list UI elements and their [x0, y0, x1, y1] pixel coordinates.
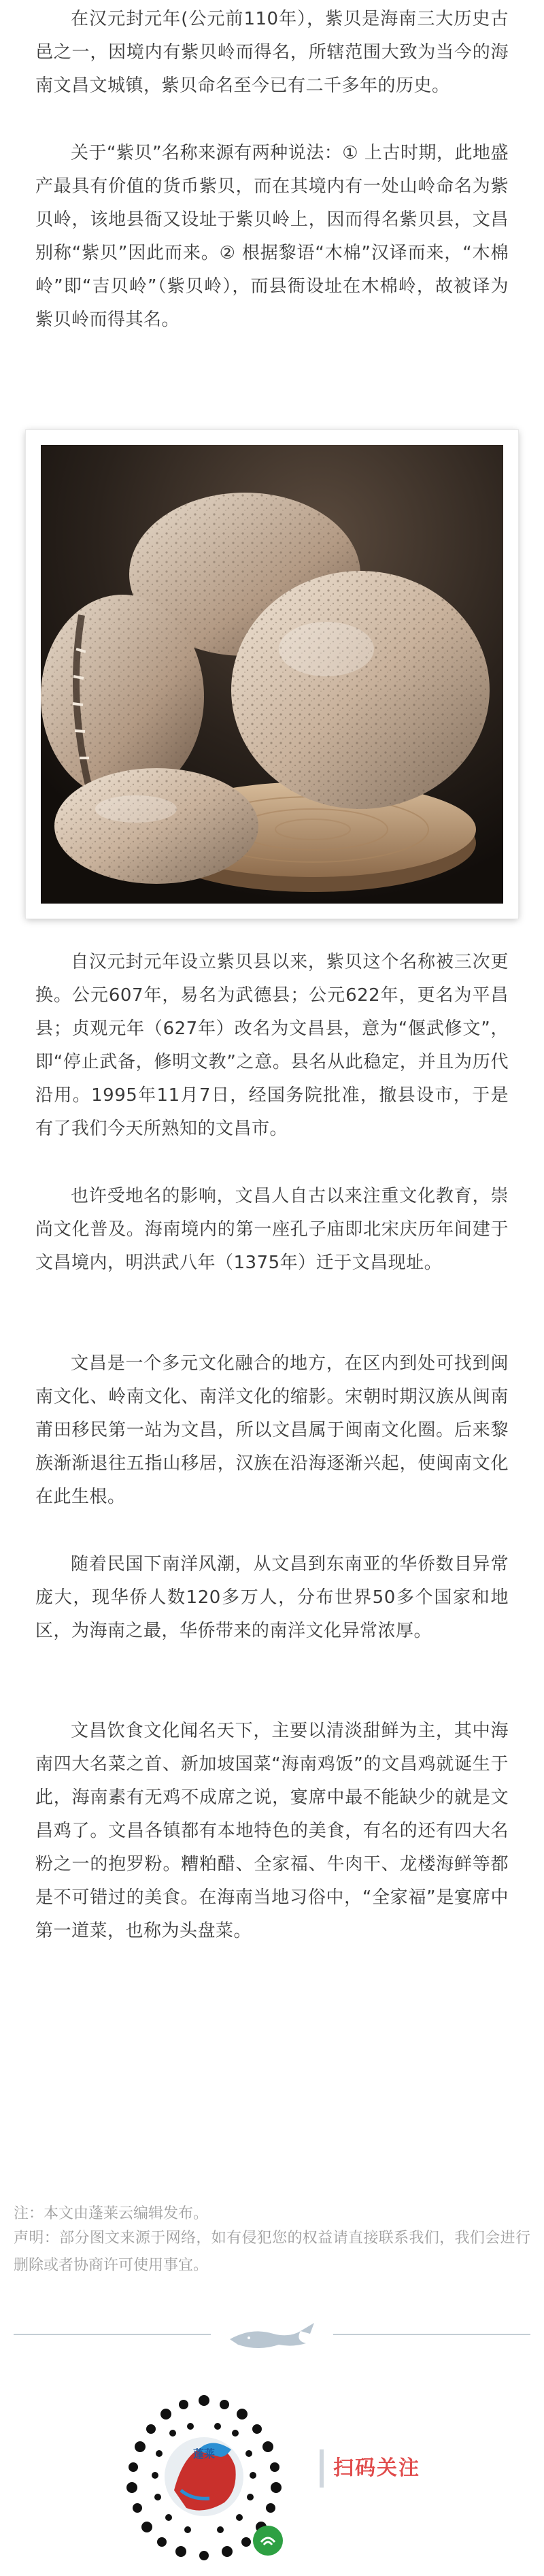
article-paragraph-6: 随着民国下南洋风潮，从文昌到东南亚的华侨数目异常庞大，现华侨人数120多万人，分布世界50多个国家和地区，为海南之最，华侨带来的南洋文化异常浓厚。 — [35, 1554, 509, 1641]
article-paragraph-1: 在汉元封元年(公元前110年），紫贝是海南三大历史古邑之一，因境内有紫贝岭而得名，所辖范围大致为当今的海南文昌文城镇，紫贝命名至今已有二千多年的历史。 — [35, 9, 509, 96]
article-paragraph-3: 自汉元封元年设立紫贝县以来，紫贝这个名称被三次更换。公元607年，易名为武德县；公元622年，更名为平昌县；贞观元年（627年）改名为文昌县，意为“偃武修文”，即“停止武备，修明文教”之意。县名从此稳定，并且为历代沿用。1995年11月7日，经国务院批准，撤县设市，于是有了我们今天所熟知的文昌市。 — [35, 952, 509, 1139]
scan-label-bar — [320, 2449, 324, 2488]
article-paragraph-4: 也许受地名的影响，文昌人自古以来注重文化教育，崇尚文化普及。海南境内的第一座孔子庙即北宋庆历年间建于文昌境内，明洪武八年（1375年）迁于文昌现址。 — [35, 1186, 509, 1273]
qr-code[interactable] — [116, 2388, 292, 2565]
qr-logo-text: 蓬莱 — [192, 2447, 216, 2460]
cowrie-shell-image — [41, 445, 503, 904]
article-paragraph-2: 关于“紫贝”名称来源有两种说法：① 上古时期，此地盛产最具有价值的货币紫贝，而在其境内有一处山岭命名为紫贝岭，该地县衙又设址于紫贝岭上，因而得名紫贝县，文昌别称“紫贝”因此而来。② 根据黎语“木棉”汉译而来，“木棉岭”即“吉贝岭”（紫贝岭），而县衙设址在木棉岭，故被译为紫贝岭而得其名。 — [35, 143, 509, 330]
footer-divider-right — [333, 2334, 530, 2335]
article-paragraph-5: 文昌是一个多元文化融合的地方，在区内到处可找到闽南文化、岭南文化、南洋文化的缩影。宋朝时期汉族从闽南莆田移民第一站为文昌，所以文昌属于闽南文化圈。后来黎族渐渐退往五指山移居，汉族在沿海逐渐兴起，使闽南文化在此生根。 — [35, 1353, 509, 1507]
scan-to-follow-label: 扫码关注 — [333, 2456, 420, 2480]
article-paragraph-7: 文昌饮食文化闻名天下，主要以清淡甜鲜为主，其中海南四大名菜之首、新加坡国菜“海南鸡饭”的文昌鸡就诞生于此，海南素有无鸡不成席之说，宴席中最不能缺少的就是文昌鸡了。文昌各镇都有本地特色的美食，有名的还有四大名粉之一的抱罗粉。糟粕醋、全家福、牛肉干、龙楼海鲜等都是不可错过的美食。在海南当地习俗中，“全家福”是宴席中第一道菜，也称为头盘菜。 — [35, 1721, 509, 1941]
disclaimer: 声明：部分图文来源于网络，如有侵犯您的权益请直接联系我们，我们会进行删除或者协商许可使用事宜。 — [14, 2230, 530, 2274]
cowrie-shell-photo — [26, 430, 518, 919]
whale-icon — [224, 2313, 320, 2354]
footer-divider-left — [14, 2334, 211, 2335]
editor-note: 注：本文由蓬莱云编辑发布。 — [14, 2205, 209, 2222]
